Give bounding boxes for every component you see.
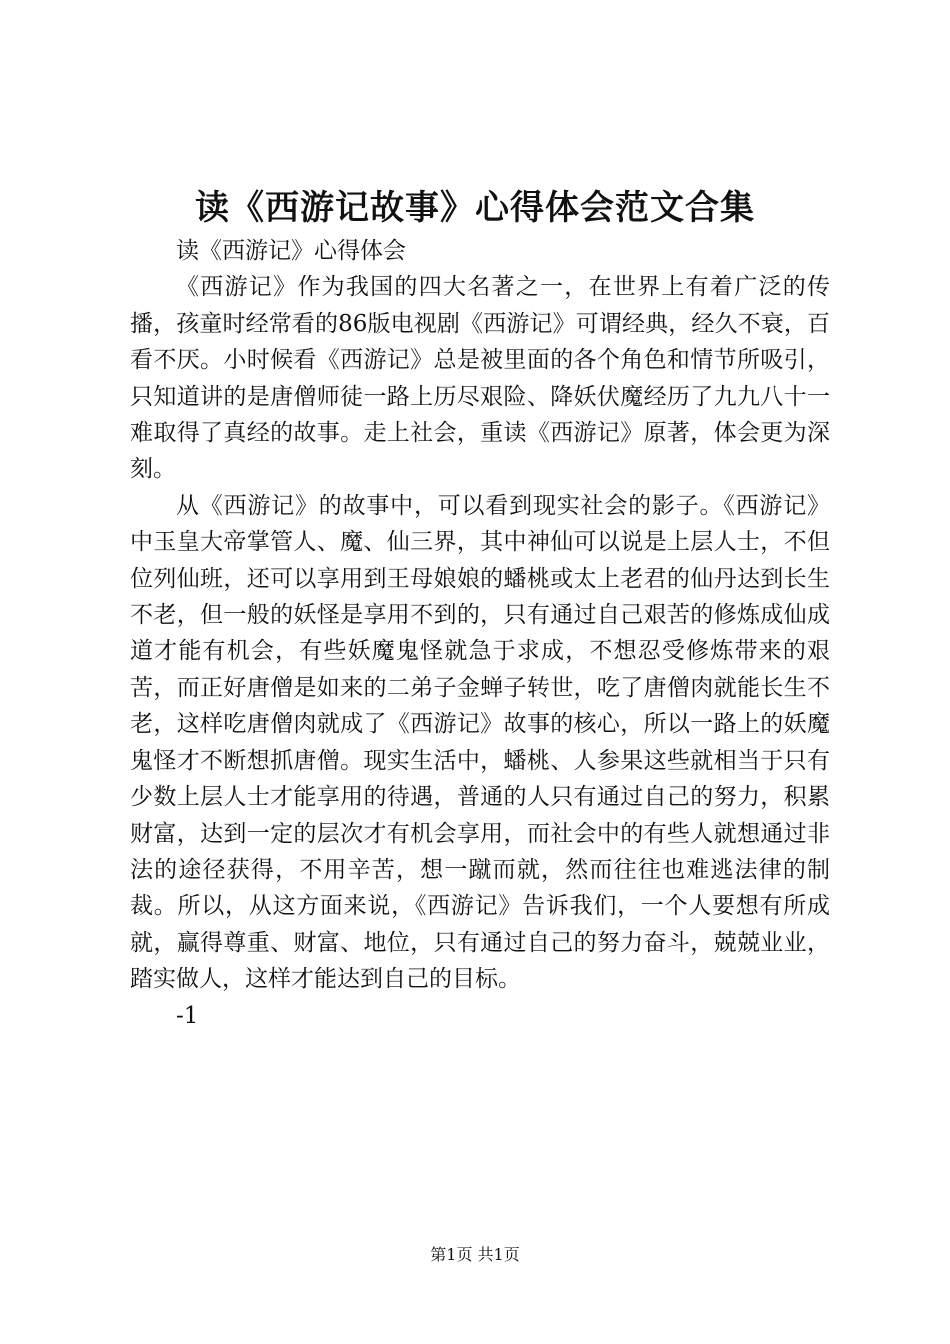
document-body	[130, 233, 830, 1034]
page-footer: 第1页 共1页	[430, 1245, 520, 1264]
paragraph-1: 《西游记》作为我国的四大名著之一，在世界上有着广泛的传播，孩童时经常看的86版电视剧《西游记》可谓经典，经久不衰，百看不厌。小时候看《西游记》总是被里面的各个角色和情节所吸引，只知道讲的是唐僧师徒一路上历尽艰险、降妖伏魔经历了九九八十一难取得了真经的故事。走上社会，重读《西游记》原著，体会更为深刻。	[130, 274, 830, 483]
section-marker: -1	[176, 1002, 199, 1029]
document-title: 读《西游记故事》心得体会范文合集	[195, 188, 755, 228]
section-subtitle: 读《西游记》心得体会	[176, 238, 406, 264]
paragraph-2: 从《西游记》的故事中，可以看到现实社会的影子。《西游记》中玉皇大帝掌管人、魔、仙三界，其中神仙可以说是上层人士，不但位列仙班，还可以享用到王母娘娘的蟠桃或太上老君的仙丹达到长生不老，但一般的妖怪是享用不到的，只有通过自己艰苦的修炼成仙成道才能有机会，有些妖魔鬼怪就急于求成，不想忍受修炼带来的艰苦，而正好唐僧是如来的二弟子金蝉子转世，吃了唐僧肉就能长生不老，这样吃唐僧肉就成了《西游记》故事的核心，所以一路上的妖魔鬼怪才不断想抓唐僧。现实生活中，蟠桃、人参果这些就相当于只有少数上层人士才能享用的待遇，普通的人只有通过自己的努力，积累财富，达到一定的层次才有机会享用，而社会中的有些人就想通过非法的途径获得，不用辛苦，想一蹴而就，然而往往也难逃法律的制裁。所以，从这方面来说，《西游记》告诉我们，一个人要想有所成就，赢得尊重、财富、地位，只有通过自己的努力奋斗，兢兢业业，踏实做人，这样才能达到自己的目标。	[130, 492, 830, 993]
